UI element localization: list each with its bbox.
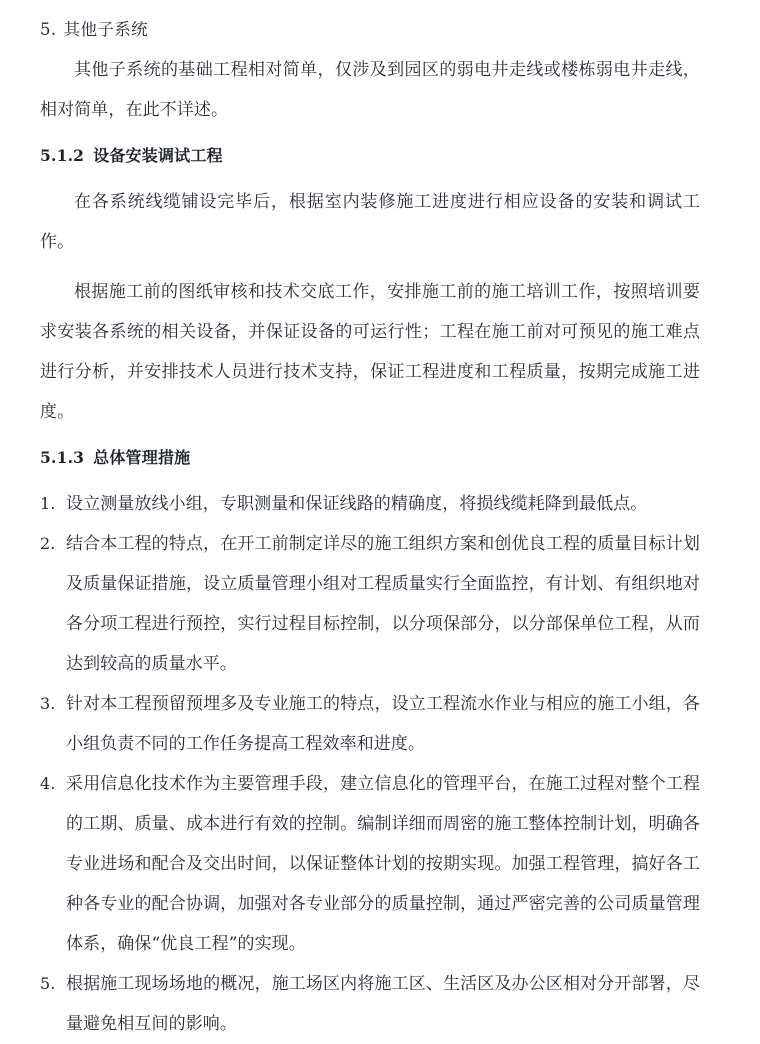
paragraph-other-subsystems: 其他子系统的基础工程相对简单，仅涉及到园区的弱电井走线或楼栋弱电井走线，相对简单，在此不详述。 xyxy=(40,60,700,120)
paragraph-pre-construction-training: 根据施工前的图纸审核和技术交底工作，安排施工前的施工培训工作，按照培训要求安装各系统的相关设备，并保证设备的可运行性；工程在施工前对可预见的施工难点进行分析，并安排技术人员进行技术支持，保证工程进度和工程质量，按期完成施工进度。 xyxy=(40,282,700,422)
heading-5-1-2-number: 5.1.2 xyxy=(40,146,85,165)
heading-5-1-3 xyxy=(40,438,700,478)
heading-5-1-2-title: 设备安装调试工程 xyxy=(93,146,223,165)
measures-list xyxy=(40,484,700,1044)
list-item-marker: 4. xyxy=(40,774,56,793)
heading-5-1-2 xyxy=(40,136,700,176)
list-item-text: 针对本工程预留预埋多及专业施工的特点，设立工程流水作业与相应的施工小组，各小组负责不同的工作任务提高工程效率和进度。 xyxy=(66,694,700,754)
list-item-marker: 1. xyxy=(40,494,56,513)
list-item-marker: 3. xyxy=(40,694,56,713)
list-item xyxy=(40,764,700,964)
document-body xyxy=(40,0,700,1044)
list-item-text: 采用信息化技术作为主要管理手段，建立信息化的管理平台，在施工过程对整个工程的工期、质量、成本进行有效的控制。编制详细而周密的施工整体控制计划，明确各专业进场和配合及交出时间，以保证整体计划的按期实现。加强工程管理，搞好各工种各专业的配合协调，加强对各专业部分的质量控制，通过严密完善的公司质量管理体系，确保“优良工程”的实现。 xyxy=(66,774,700,954)
list-item xyxy=(40,524,700,684)
numbered-heading-marker: 5. xyxy=(40,20,57,39)
list-item-text: 设立测量放线小组，专职测量和保证线路的精确度，将损线缆耗降到最低点。 xyxy=(66,494,648,514)
list-item xyxy=(40,484,700,524)
paragraph-cabling-complete: 在各系统线缆铺设完毕后，根据室内装修施工进度进行相应设备的安装和调试工作。 xyxy=(40,192,700,252)
list-item-text: 结合本工程的特点，在开工前制定详尽的施工组织方案和创优良工程的质量目标计划及质量保证措施，设立质量管理小组对工程质量实行全面监控，有计划、有组织地对各分项工程进行预控，实行过程目标控制，以分项保部分，以分部保单位工程，从而达到较高的质量水平。 xyxy=(66,534,700,674)
list-item-marker: 5. xyxy=(40,974,56,993)
heading-5-1-3-number: 5.1.3 xyxy=(40,448,85,467)
numbered-heading-other-subsystems xyxy=(40,10,700,50)
heading-5-1-3-title: 总体管理措施 xyxy=(93,448,191,467)
list-item xyxy=(40,964,700,1044)
list-item xyxy=(40,684,700,764)
numbered-heading-text: 其他子系统 xyxy=(63,20,149,39)
list-item-marker: 2. xyxy=(40,534,56,553)
spacer xyxy=(40,262,700,272)
list-item-text: 根据施工现场场地的概况，施工场区内将施工区、生活区及办公区相对分开部署，尽量避免相互间的影响。 xyxy=(66,974,700,1034)
